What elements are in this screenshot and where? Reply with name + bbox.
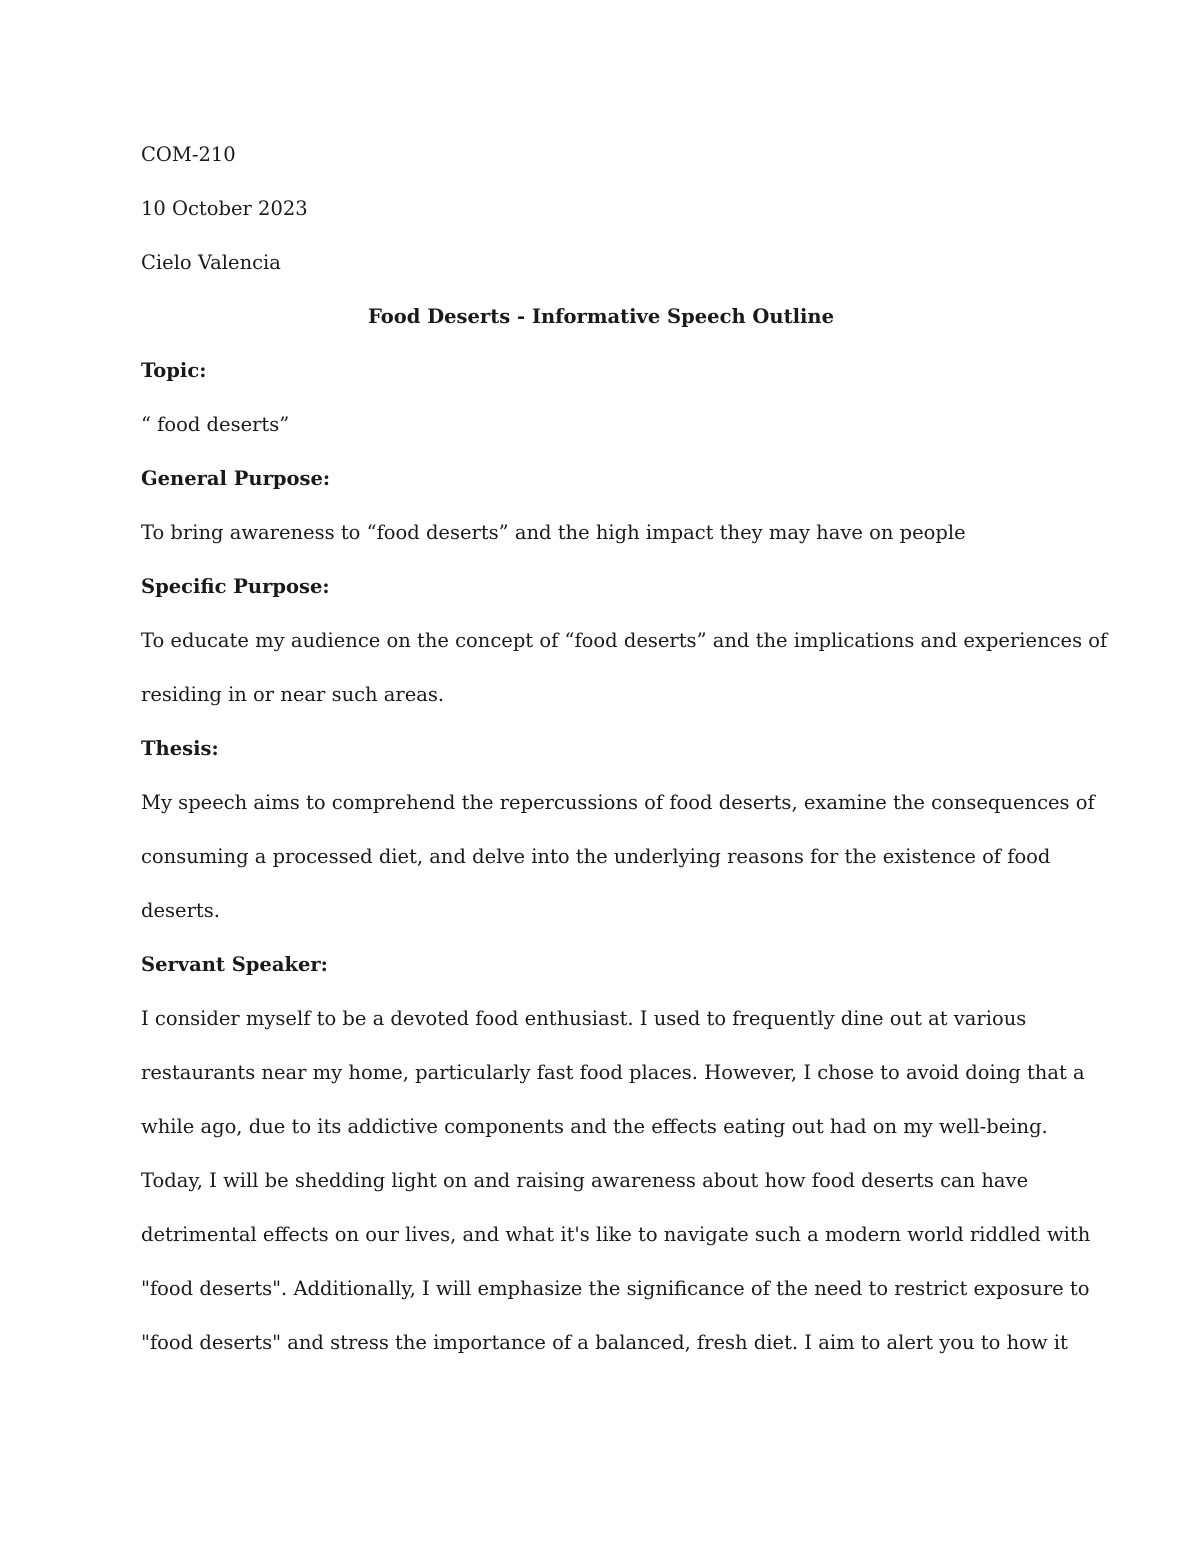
document-date: 10 October 2023: [141, 197, 308, 220]
general-purpose-body: To bring awareness to “food deserts” and the high impact they may have on people: [141, 521, 966, 544]
course-code: COM-210: [141, 143, 236, 166]
body-line: detrimental effects on our lives, and what it's like to navigate such a modern world riddled with: [141, 1223, 1091, 1246]
author-name: Cielo Valencia: [141, 251, 281, 274]
body-line: restaurants near my home, particularly fast food places. However, I chose to avoid doing that a: [141, 1061, 1085, 1084]
servant-speaker-body: [141, 992, 1091, 1370]
specific-purpose-heading: Specific Purpose:: [141, 575, 330, 598]
general-purpose-heading: General Purpose:: [141, 467, 331, 490]
body-line: consuming a processed diet, and delve into the underlying reasons for the existence of food: [141, 845, 1051, 868]
specific-purpose-body: [141, 614, 1108, 722]
thesis-heading: Thesis:: [141, 737, 219, 760]
body-line: deserts.: [141, 899, 220, 922]
body-line: while ago, due to its addictive components and the effects eating out had on my well-being.: [141, 1115, 1048, 1138]
body-line: "food deserts". Additionally, I will emphasize the significance of the need to restrict exposure to: [141, 1277, 1090, 1300]
document-body: [141, 128, 1108, 1370]
body-line: My speech aims to comprehend the repercussions of food deserts, examine the consequences of: [141, 791, 1095, 814]
body-line: "food deserts" and stress the importance of a balanced, fresh diet. I aim to alert you to how it: [141, 1331, 1068, 1354]
thesis-body: [141, 776, 1095, 938]
body-line: To educate my audience on the concept of “food deserts” and the implications and experiences of: [141, 629, 1108, 652]
topic-body: “ food deserts”: [141, 413, 290, 436]
document-title: Food Deserts - Informative Speech Outline: [368, 305, 834, 328]
body-line: residing in or near such areas.: [141, 683, 445, 706]
servant-speaker-heading: Servant Speaker:: [141, 953, 328, 976]
body-line: I consider myself to be a devoted food enthusiast. I used to frequently dine out at various: [141, 1007, 1027, 1030]
body-line: Today, I will be shedding light on and raising awareness about how food deserts can have: [141, 1169, 1029, 1192]
topic-heading: Topic:: [141, 359, 207, 382]
